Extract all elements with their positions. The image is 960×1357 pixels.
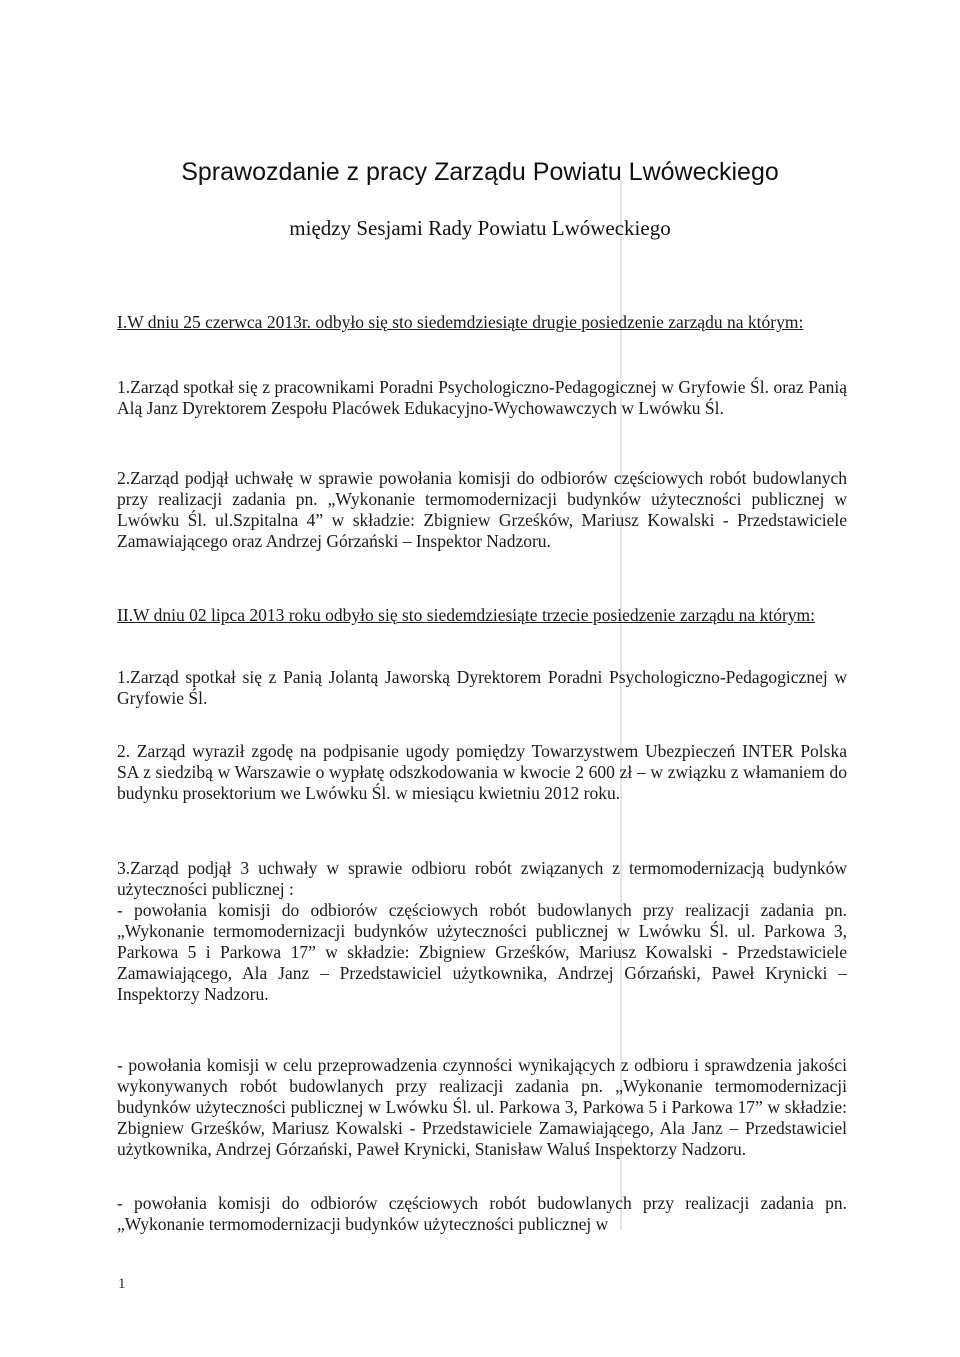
section-2-item-5 xyxy=(117,1055,847,1160)
section-1-item-2 xyxy=(117,468,847,552)
section-1 xyxy=(117,312,847,333)
paragraph: - powołania komisji do odbiorów częściowych robót budowlanych przy realizacji zadania pn. „Wykonanie termomodernizacji budynków użyteczności publicznej w xyxy=(117,1193,847,1234)
paragraph: 1.Zarząd spotkał się z pracownikami Poradni Psychologiczno-Pedagogicznej w Gryfowie Śl. oraz Panią Alą Janz Dyrektorem Zespołu Placówek Edukacyjno-Wychowawczych w Lwówku Śl. xyxy=(117,377,847,418)
document-title: Sprawozdanie z pracy Zarządu Powiatu Lwóweckiego xyxy=(181,158,779,186)
section-2-item-3 xyxy=(117,858,847,900)
document-subtitle: między Sesjami Rady Powiatu Lwóweckiego xyxy=(289,216,671,240)
section-2-item-4 xyxy=(117,900,847,1005)
section-2-item-1 xyxy=(117,667,847,709)
paragraph: - powołania komisji w celu przeprowadzenia czynności wynikających z odbioru i sprawdzenia jakości wykonywanych robót budowlanych przy realizacji zadania pn. „Wykonanie termomodernizacji budynków użyteczności publicznej w Lwówku Śl. ul. Parkowa 3, Parkowa 5 i Parkowa 17” w składzie: Zbigniew Grześków, Mariusz Kowalski - Przedstawiciele Zamawiającego, Ala Janz – Przedstawiciel użytkownika, Andrzej Górzański, Paweł Krynicki, Stanisław Waluś Inspektorzy Nadzoru. xyxy=(117,1055,847,1159)
paragraph: 3.Zarząd podjął 3 uchwały w sprawie odbioru robót związanych z termomodernizacją budynków użyteczności publicznej : xyxy=(117,858,847,899)
section-2-item-2 xyxy=(117,741,847,804)
section-1-heading: I.W dniu 25 czerwca 2013r. odbyło się sto siedemdziesiąte drugie posiedzenie zarządu na którym: xyxy=(117,312,804,332)
paragraph: 2.Zarząd podjął uchwałę w sprawie powołania komisji do odbiorów częściowych robót budowlanych przy realizacji zadania pn. „Wykonanie termomodernizacji budynków użyteczności publicznej w Lwówku Śl. ul.Szpitalna 4” w składzie: Zbigniew Grześków, Mariusz Kowalski - Przedstawiciele Zamawiającego oraz Andrzej Górzański – Inspektor Nadzoru. xyxy=(117,468,847,551)
section-1-item-1 xyxy=(117,377,847,419)
paragraph: 1.Zarząd spotkał się z Panią Jolantą Jaworską Dyrektorem Poradni Psychologiczno-Pedagogicznej w Gryfowie Śl. xyxy=(117,667,847,708)
section-2 xyxy=(117,605,847,626)
paragraph: 2. Zarząd wyraził zgodę na podpisanie ugody pomiędzy Towarzystwem Ubezpieczeń INTER Polska SA z siedzibą w Warszawie o wypłatę odszkodowania w kwocie 2 600 zł – w związku z włamaniem do budynku prosektorium we Lwówku Śl. w miesiącu kwietniu 2012 roku. xyxy=(117,741,847,803)
page-number: 1 xyxy=(118,1276,126,1292)
section-2-item-6 xyxy=(117,1193,847,1235)
section-2-heading: II.W dniu 02 lipca 2013 roku odbyło się sto siedemdziesiąte trzecie posiedzenie zarządu na którym: xyxy=(117,605,815,625)
paragraph: - powołania komisji do odbiorów częściowych robót budowlanych przy realizacji zadania pn. „Wykonanie termomodernizacji budynków użyteczności publicznej w Lwówku Śl. ul. Parkowa 3, Parkowa 5 i Parkowa 17” w składzie: Zbigniew Grześków, Mariusz Kowalski - Przedstawiciele Zamawiającego, Ala Janz – Przedstawiciel użytkownika, Andrzej Górzański, Paweł Krynicki – Inspektorzy Nadzoru. xyxy=(117,900,847,1004)
